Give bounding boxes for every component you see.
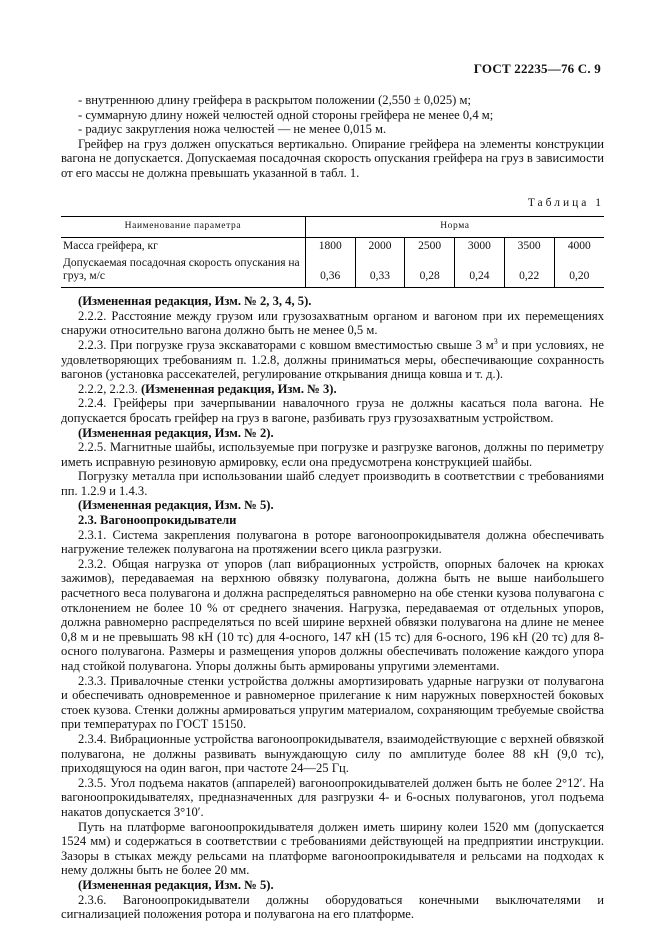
table-row: [61, 238, 604, 256]
table-cell: Допускаемая посадочная скорость опускания на груз, м/с: [61, 255, 305, 288]
edition-note-2-2-2: 2.2.2, 2.2.3. (Измененная редакция, Изм. № 3).: [78, 381, 337, 396]
page-header: ГОСТ 22235—76 С. 9: [473, 61, 601, 76]
table-cell: 2000: [355, 238, 405, 256]
edition-note: (Измененная редакция, Изм. № 5).: [78, 498, 274, 513]
table-cell: 4000: [567, 240, 591, 253]
table-header-norm: Норма: [305, 217, 604, 238]
table-cell: Масса грейфера, кг: [61, 238, 305, 256]
paragraph-2-3-2: 2.3.2. Общая нагрузка от упоров (лап вибрационных устройств, опорных балочек на крюках зажимов), передаваемая на верхнюю обвязку полувагона, должна быть не выше наибольшего расчетного веса полувагона и должна распределяться равномерно на обе стенки кузова полувагона с отклонением не более 10 % от среднего значения. Нагрузка, передаваемая от отдельных упоров, должна равномерно распределяться по всей ширине верхней обвязки полувагона на длине не менее 0,8 м и не превышать 98 кН (10 тс) для 4-осного, 147 кН (15 тс) для 6-осного, 196 кН (20 тс) для 8-осного полувагона. Размеры и размещения упоров должны обеспечивать положение каждого упора над стойкой полувагона. Упоры должны быть армированы упругими элементами.: [61, 556, 604, 673]
table-cell: 1800: [305, 238, 355, 256]
table-cell: 0,20: [554, 255, 604, 288]
paragraph-2-2-5b: Погрузку металла при использовании шайб следует производить в соответствии с требованиями пп. 1.2.9 и 1.4.3.: [61, 469, 604, 498]
table-header-parameter: Наименование параметра: [61, 217, 305, 238]
table-cell: 0,28: [405, 255, 455, 288]
paragraph-2-3-3: 2.3.3. Привалочные стенки устройства должны амортизировать ударные нагрузки от полувагона и обеспечивать одновременное и равномерное прилегание к ним наружных поверхностей боковых стоек кузова. Стенки должны армироваться упругим материалом, сохраняющим требуемые свойства при температурах по ГОСТ 15150.: [61, 673, 604, 732]
bullet-item: - внутреннюю длину грейфера в раскрытом положении (2,550 ± 0,025) м;: [78, 93, 471, 107]
paragraph-2-2-3: 2.2.3. При погрузке груза экскаваторами с ковшом вместимостью свыше 3 $м^3$ и при условиях, не удовлетворяющих требованиям п. 1.2.8, должны приниматься меры, обеспечивающие сохранность вагонов (установка рассекателей, регулирование открывания днища ковша и т. д.).: [61, 336, 604, 382]
paragraph-2-3-6: 2.3.6. Вагоноопрокидыватели должны оборудоваться конечными выключателями и сигнализацией положения ротора и полувагона на его платформе.: [61, 892, 604, 922]
document-body: [61, 93, 604, 922]
table-row: [61, 255, 604, 288]
bullet-item: - радиус закругления ножа челюстей — не менее 0,015 м.: [78, 122, 387, 137]
paragraph-2-2-5: 2.2.5. Магнитные шайбы, используемые при погрузке и разгрузке вагонов, должны по периметру иметь исправную резиновую армировку, если она предусмотрена конструкцией шайбы.: [61, 440, 604, 469]
table-cell: 0,36: [305, 255, 355, 288]
bullet-item: - суммарную длину ножей челюстей одной стороны грейфера не менее 0,4 м;: [78, 107, 494, 122]
table-cell: 0,33: [355, 255, 405, 288]
paragraph-2-3-1: 2.3.1. Система закрепления полувагона в роторе вагоноопрокидывателя должна обеспечивать нагружение тележек полувагона на протяжении всего цикла разгрузки.: [61, 527, 604, 557]
paragraph-2-2-2: 2.2.2. Расстояние между грузом или грузозахватным органом и вагоном при их перемещениях снаружи относительно вагона должно быть не менее 0,5 м.: [61, 308, 604, 338]
edition-note: (Измененная редакция, Изм. № 2, 3, 4, 5).: [78, 294, 312, 309]
table-cell: 0,24: [455, 255, 505, 288]
paragraph-2-3-5b: Путь на платформе вагоноопрокидывателя должен иметь ширину колеи 1520 мм (допускается 1524 мм) и содержаться в соответствии с требованиями действующей на предприятии инструкции. Зазоры в стыках между рельсами на платформе вагоноопрокидывателя и рельсами на подходах к нему должны быть не более 20 мм.: [61, 819, 604, 878]
table-cell: 0,22: [504, 255, 554, 288]
edition-note: (Измененная редакция, Изм. № 5).: [78, 877, 274, 892]
edition-note: (Измененная редакция, Изм. № 2).: [78, 425, 274, 440]
table-cell: 2500: [405, 238, 455, 256]
section-heading-2-3: 2.3. Вагоноопрокидыватели: [78, 513, 237, 528]
paragraph-2-3-4: 2.3.4. Вибрационные устройства вагоноопрокидывателя, взаимодействующие с верхней обвязкой полувагона, не должны развивать вынуждающую силу по амплитуде более 88 кН (9,0 тс), приходящуюся на один вагон, при частоте 24—25 Гц.: [61, 731, 604, 776]
paragraph-2-2-4: 2.2.4. Грейферы при зачерпывании навалочного груза не должны касаться пола вагона. Не допускается бросать грейфер на груз в вагоне, разбивать груз грузозахватным устройством.: [61, 396, 604, 425]
table-cell: 3000: [455, 238, 505, 256]
table-caption: Таблица 1: [527, 196, 604, 209]
paragraph-2-3-5: 2.3.5. Угол подъема накатов (аппарелей) вагоноопрокидывателей должен быть не более 2°12′. На вагоноопрокидывателях, предназначенных для разгрузки 4- и 6-осных полувагонов, угол подъема накатов допускается 3°10′.: [61, 775, 604, 819]
parameter-table: [61, 216, 604, 288]
intro-paragraph: Грейфер на груз должен опускаться вертикально. Опирание грейфера на элементы конструкции вагона не допускается. Допускаемая посадочная скорость опускания грейфера на груз в зависимости от его массы не должна превышать указанной в табл. 1.: [61, 136, 604, 180]
table-cell: 3500: [504, 238, 554, 256]
